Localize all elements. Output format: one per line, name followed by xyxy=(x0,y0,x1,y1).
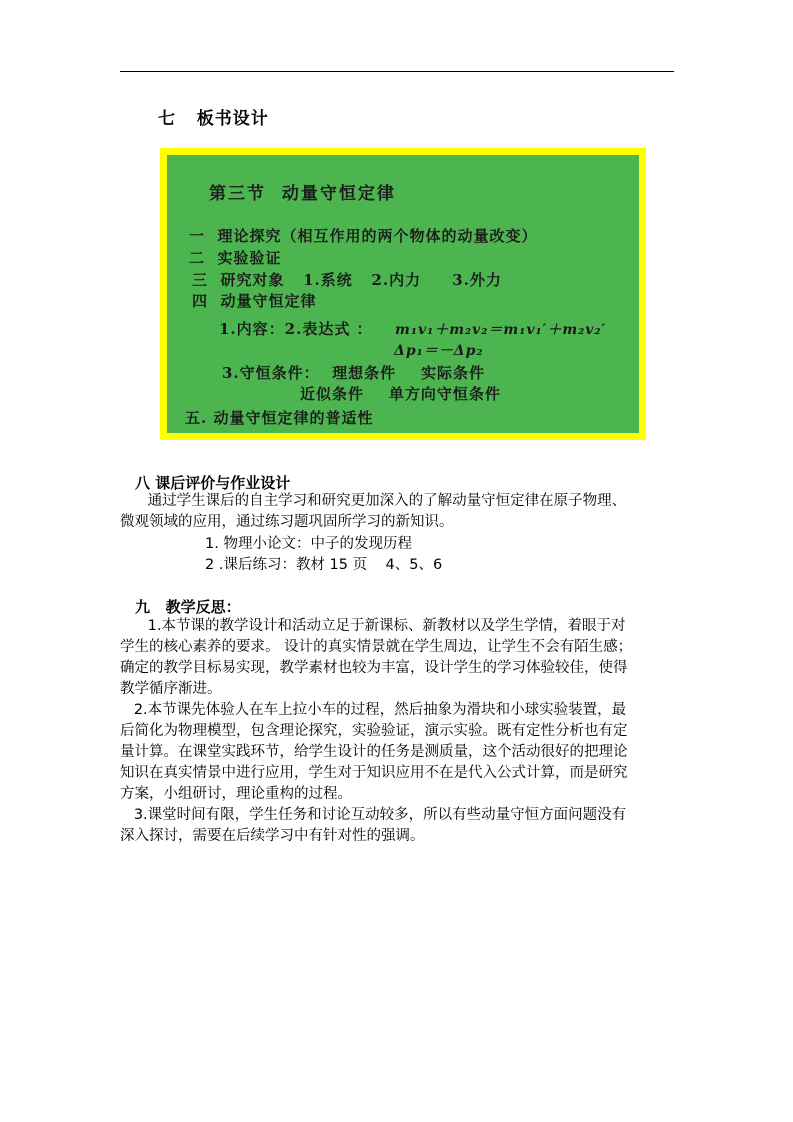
section-9-p1-line-3: 确定的教学目标易实现，教学素材也较为丰富，设计学生的学习体验较佳，使得 xyxy=(120,660,628,676)
board-line-8: 近似条件 单方向守恒条件 xyxy=(300,385,501,403)
board-line-9: 五. 动量守恒定律的普适性 xyxy=(185,409,374,427)
blackboard-content xyxy=(167,155,639,433)
section-9-p1-line-2: 学生的核心素养的要求。 设计的真实情景就在学生周边，让学生不会有陌生感； xyxy=(120,639,633,655)
board-line-3: 三 研究对象 1.系统 2.内力 3.外力 xyxy=(192,271,502,289)
section-9-p2-line-4: 知识在真实情景中进行应用，学生对于知识应用不在是代入公式计算，而是研究 xyxy=(120,765,628,781)
section-9-p3-line-1: 3.课堂时间有限，学生任务和讨论互动较多，所以有些动量守恒方面问题没有 xyxy=(120,807,627,823)
section-9-p1-line-1: 1.本节课的教学设计和活动立足于新课标、新教材以及学生学情，着眼于对 xyxy=(120,618,626,634)
board-line-2: 二 实验验证 xyxy=(189,249,282,267)
section-9-p2-line-1: 2.本节课先体验人在车上拉小车的过程，然后抽象为滑块和小球实验装置，最 xyxy=(120,702,627,718)
section-8-title: 八 课后评价与作业设计 xyxy=(135,474,291,492)
board-line-4: 四 动量守恒定律 xyxy=(192,292,317,310)
board-line-1: 一 理论探究（相互作用的两个物体的动量改变） xyxy=(189,227,538,245)
board-formula-delta: Δp₁＝－Δp₂ xyxy=(394,343,484,359)
section-9-p2-line-3: 量计算。在课堂实践环节，给学生设计的任务是测质量，这个活动很好的把理论 xyxy=(120,744,628,760)
header-rule xyxy=(120,71,674,72)
section-8-item-2: 2 .课后练习：教材 15 页 4、5、6 xyxy=(205,557,443,573)
board-formula-momentum: m₁v₁＋m₂v₂＝m₁v₁′＋m₂v₂′ xyxy=(395,322,607,338)
board-title: 第三节 动量守恒定律 xyxy=(209,184,396,204)
section-9-p1-line-4: 教学循序渐进。 xyxy=(120,681,222,697)
blackboard-image xyxy=(160,148,646,440)
section-8-para-line-1: 通过学生课后的自主学习和研究更加深入的了解动量守恒定律在原子物理、 xyxy=(120,493,627,509)
section-7-title: 七 板书设计 xyxy=(158,109,269,129)
section-9-p2-line-2: 后简化为物理模型，包含理论探究，实验验证，演示实验。既有定性分析也有定 xyxy=(120,723,628,739)
section-8-item-1: 1. 物理小论文：中子的发现历程 xyxy=(205,536,412,552)
section-9-title: 九 教学反思： xyxy=(135,598,241,616)
section-9-p2-line-5: 方案，小组研讨，理论重构的过程。 xyxy=(120,786,352,802)
board-line-5-label: 1.内容：2.表达式 ： xyxy=(219,320,373,338)
section-9-p3-line-2: 深入探讨，需要在后续学习中有针对性的强调。 xyxy=(120,828,425,844)
board-line-7: 3.守恒条件： 理想条件 实际条件 xyxy=(222,364,485,382)
section-8-para-line-2: 微观领域的应用，通过练习题巩固所学习的新知识。 xyxy=(120,514,454,530)
